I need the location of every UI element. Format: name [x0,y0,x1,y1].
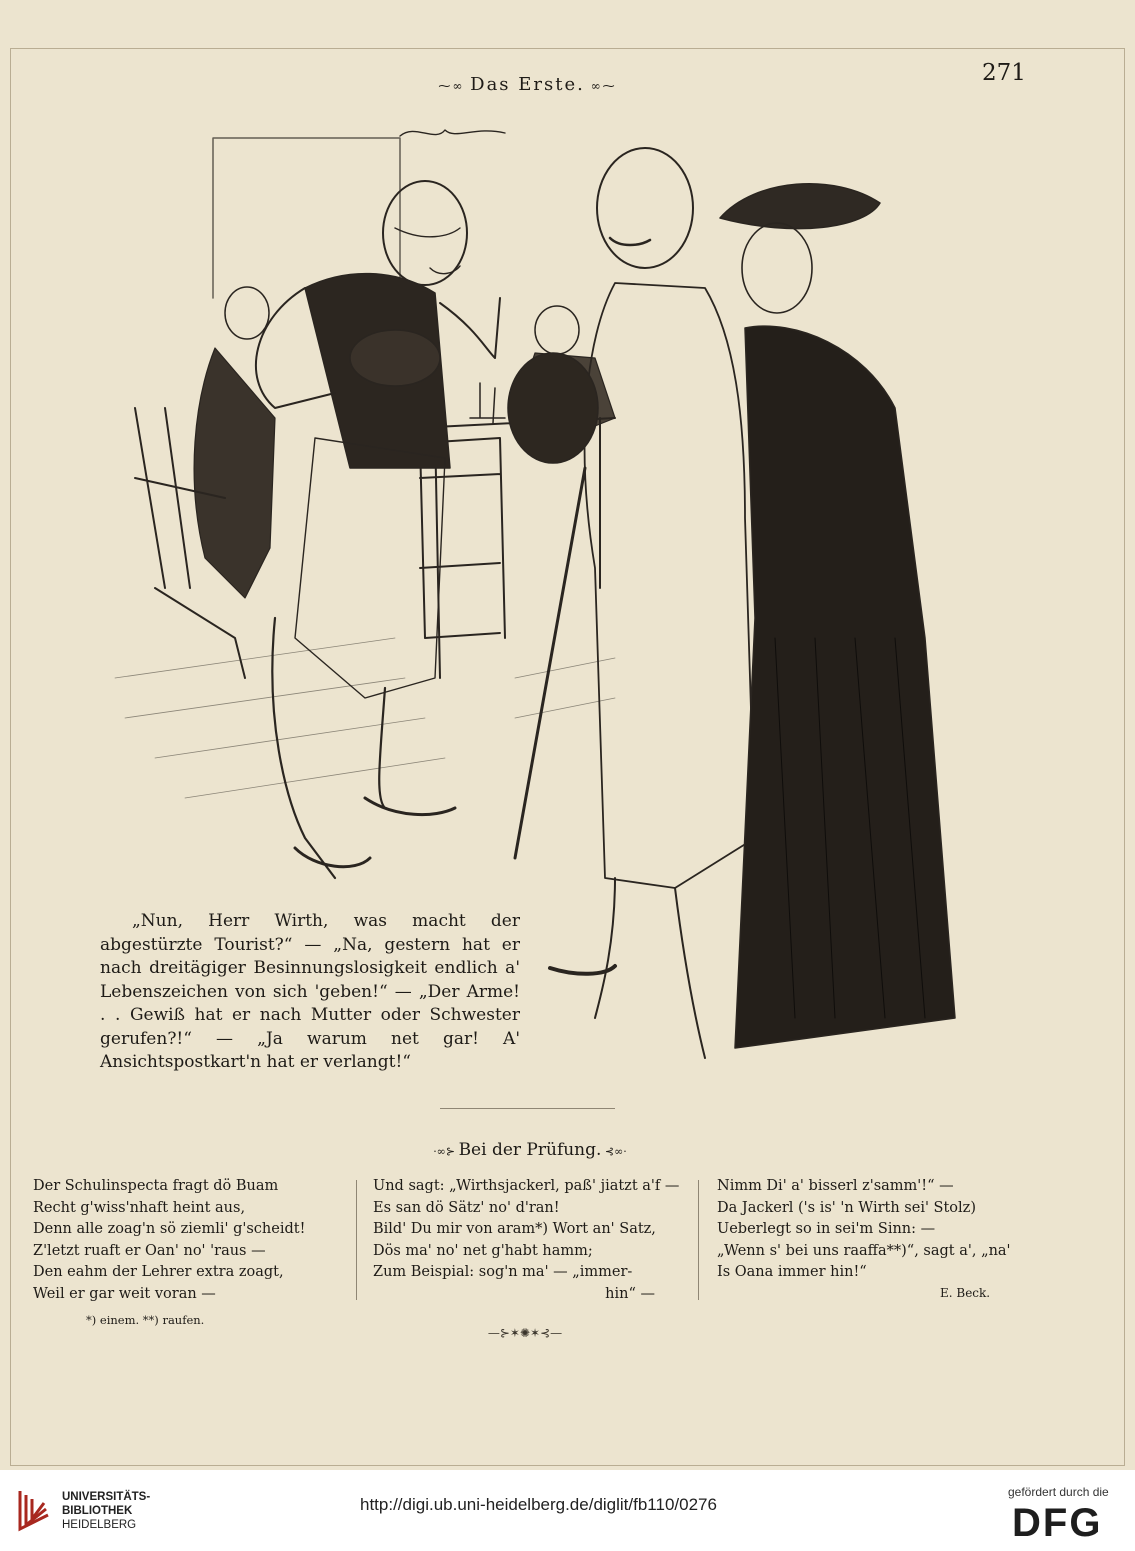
institution-line: HEIDELBERG [62,1519,137,1531]
gentleman-coat [585,283,755,888]
poem-line: Recht g'wiss'nhaft heint aus, [33,1199,246,1216]
poem-line: „Wenn s' bei uns raaffa**)“, sagt a', „na' [717,1242,1011,1259]
header-title-block [395,74,660,95]
viewer-footer [0,1470,1135,1551]
section-title-block [380,1140,680,1160]
poem-line: Z'letzt ruaft er Oan' no' 'raus — [33,1242,266,1259]
poem-column-3 [717,1176,1037,1284]
glasses [470,383,505,423]
institution-line: UNIVERSITÄTS- [62,1491,151,1503]
page-number: 271 [982,60,1026,86]
seated-man-left-head [225,287,269,339]
poem-line: Der Schulinspecta fragt dö Buam [33,1178,279,1194]
poem-line: hin“ — [605,1285,655,1302]
poem-line: Is Oana immer hin!“ [717,1264,867,1280]
poem-line: Den eahm der Lehrer extra zoagt, [33,1264,284,1280]
right-flourish-ornament: ⊰∞· [601,1145,627,1158]
innkeeper-arm-right [440,298,500,358]
poem-column-2 [373,1176,683,1305]
poem-line: Zum Beispial: sog'n ma' — „immer- [373,1264,633,1280]
dfg-logo: DFG [1012,1501,1103,1545]
poem-line: Ueberlegt so in sei'm Sinn: — [717,1221,936,1237]
section-title: Bei der Prüfung. [458,1140,602,1160]
poem-line: Und sagt: „Wirthsjackerl, paß' jiatzt a'f — [373,1178,680,1194]
poem-line: Es san dö Sätz' no' d'ran! [373,1199,560,1216]
poem-line: Bild' Du mir von aram*) Wort an' Satz, [373,1221,656,1237]
seated-man-right-head [535,306,579,354]
column-divider [698,1180,699,1300]
column-divider [356,1180,357,1300]
poem-line: Dös ma' no' net g'habt hamm; [373,1242,593,1259]
gentleman-shoe [550,966,615,974]
seated-man-left-body [194,348,275,598]
poem-line: Nimm Di' a' bisserl z'samm'!“ — [717,1178,954,1194]
end-ornament: —⊱✶✺✶⊰— [487,1326,563,1340]
innkeeper-hat-in-hands [350,330,440,386]
gentleman-hat [508,353,598,463]
poem-line: Da Jackerl ('s is' 'n Wirth sei' Stolz) [717,1199,976,1216]
lady-head [742,223,812,313]
caption-text: „Nun, Herr Wirth, was macht der abgestürzte Tourist?“ — „Na, gestern hat er nach dreitägiger Besinnungslosigkeit endlich a' Lebenszeichen von sich 'geben!“ — „Der Arme! . . Gewiß hat er nach Mutter oder Schwester gerufen?!“ — „Ja warum net gar! A' Ansichtspostkart'n hat er verlangt!“ [100,911,520,1072]
gentleman-mustache [610,238,650,245]
illustration-caption [100,910,520,1075]
gentleman-cane [515,468,585,858]
innkeeper-head [383,181,467,285]
lady-dress [735,326,955,1048]
university-library-name [62,1490,150,1532]
permalink-url[interactable]: http://digi.ub.uni-heidelberg.de/diglit/fb110/0276 [360,1495,717,1514]
author-signature: E. Beck. [940,1286,991,1300]
section-divider [440,1108,615,1109]
header-title: Das Erste. [470,74,585,95]
innkeeper-legs [272,618,385,878]
left-flourish-ornament: ⁓∞ [438,79,471,93]
innkeeper-face [395,228,460,274]
university-library-logo-icon [12,1485,56,1535]
poem-line: Denn alle zoag'n sö ziemli' g'scheidt! [33,1221,306,1237]
footnote: *) einem. **) raufen. [86,1313,205,1327]
poem-line: Weil er gar weit voran — [33,1285,216,1302]
lady-hat [720,184,880,229]
left-flourish-ornament: ·∞⊱ [433,1145,459,1158]
artist-signature [400,130,505,136]
right-flourish-ornament: ∞⁓ [584,79,617,93]
poem-column-1 [33,1176,343,1305]
funded-by-label: gefördert durch die [1008,1485,1109,1499]
gentleman-head [597,148,693,268]
institution-line: BIBLIOTHEK [62,1505,133,1517]
